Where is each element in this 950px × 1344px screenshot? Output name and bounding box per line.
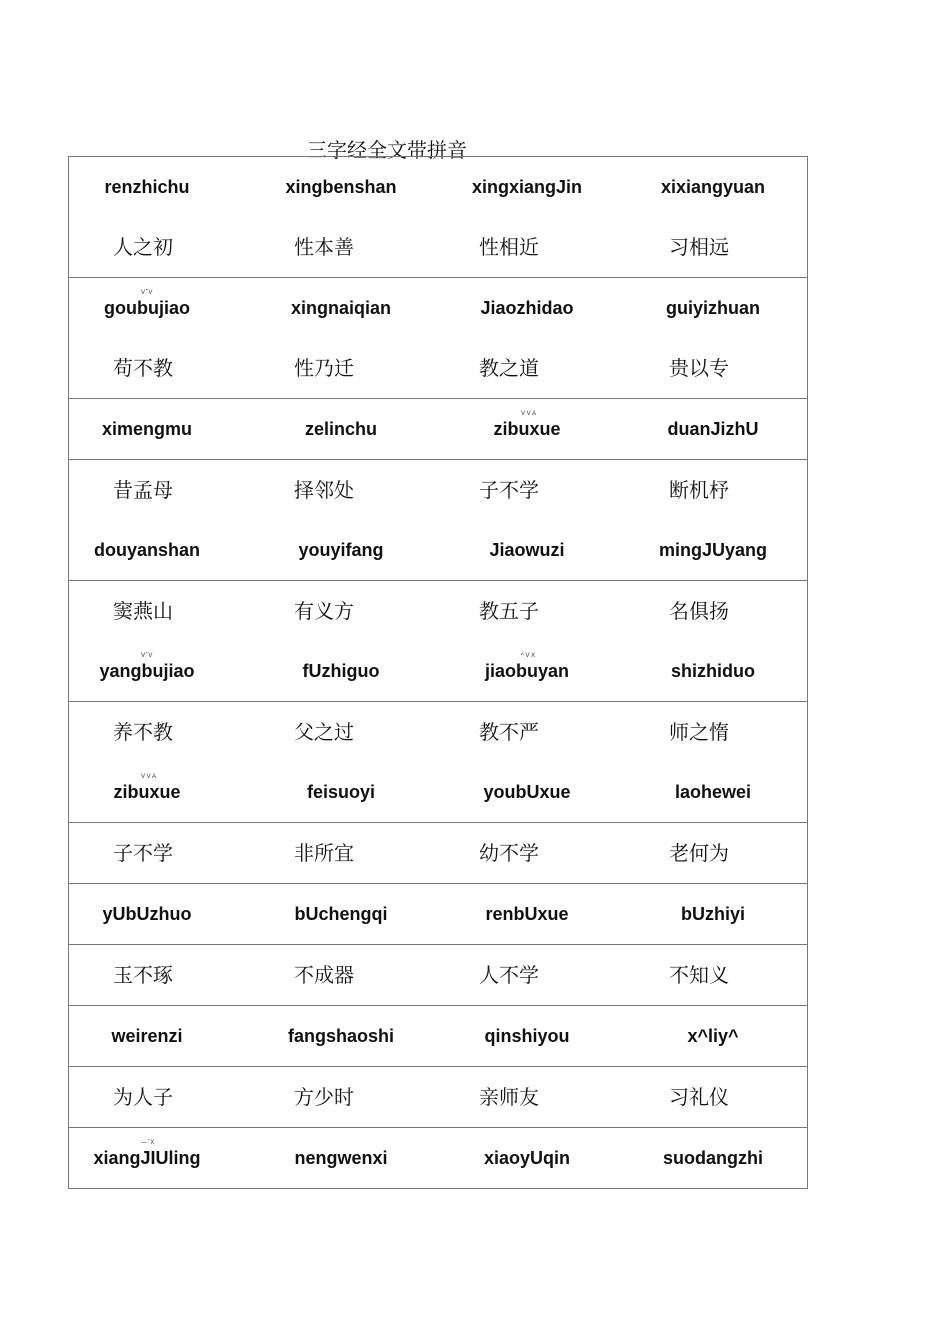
pinyin-cell: Jiaozhidao [480,298,574,318]
pinyin-table [68,156,808,1189]
table-block [69,460,807,581]
hanzi-row [69,702,807,762]
tone-mark: V V A [141,774,157,780]
tone-mark: V V A [521,411,537,417]
pinyin-cell: xingxiangJin [471,177,583,197]
hanzi-cell: 教不严 [479,720,539,744]
hanzi-cell: 养不教 [113,720,173,744]
pinyin-row [69,520,807,580]
pinyin-cell: goubujiao [104,298,190,318]
hanzi-cell: 性相近 [479,235,539,259]
pinyin-cell: yUbUzhuo [102,904,192,924]
pinyin-cell: douyanshan [93,540,200,560]
pinyin-row [69,157,807,217]
pinyin-row [69,278,807,338]
pinyin-cell: x^liy^ [687,1026,739,1046]
hanzi-cell: 习礼仪 [669,1085,729,1109]
table-block [69,945,807,1006]
pinyin-cell: zibuxue [113,782,181,802]
hanzi-cell: 父之过 [294,720,354,744]
pinyin-cell: nengwenxi [294,1148,388,1168]
pinyin-cell: guiyizhuan [666,298,760,318]
pinyin-cell: suodangzhi [663,1148,763,1168]
hanzi-row [69,217,807,277]
table-block [69,702,807,823]
pinyin-cell: youbUxue [483,782,571,802]
table-block [69,1006,807,1067]
table-block [69,278,807,399]
hanzi-cell: 昔孟母 [113,478,173,502]
pinyin-cell: zelinchu [304,419,377,439]
pinyin-cell: qinshiyou [484,1026,570,1046]
table-block [69,884,807,945]
hanzi-cell: 亲师友 [479,1085,539,1109]
page-title: 三字经全文带拼音 [307,138,467,162]
pinyin-cell: Jiaowuzi [489,540,565,560]
table-block [69,157,807,278]
hanzi-cell: 老何为 [669,841,729,865]
pinyin-cell: feisuoyi [306,782,376,802]
pinyin-row [69,762,807,822]
pinyin-cell: ximengmu [101,419,193,439]
pinyin-cell: zibuxue [493,419,561,439]
pinyin-cell: fangshaoshi [287,1026,394,1046]
pinyin-cell: xingnaiqian [290,298,391,318]
hanzi-cell: 教之道 [479,356,539,380]
pinyin-cell: xiaoyUqin [483,1148,571,1168]
pinyin-cell: duanJizhU [667,419,759,439]
hanzi-cell: 为人子 [113,1085,173,1109]
hanzi-cell: 人不学 [479,963,539,987]
pinyin-row [69,399,807,459]
pinyin-row [69,1006,807,1066]
hanzi-cell: 有义方 [294,599,354,623]
hanzi-row [69,945,807,1005]
hanzi-row [69,581,807,641]
hanzi-cell: 苟不教 [113,356,173,380]
pinyin-row [69,641,807,701]
hanzi-cell: 习相远 [669,235,729,259]
pinyin-cell: xingbenshan [285,177,397,197]
hanzi-cell: 名俱扬 [669,599,729,623]
hanzi-cell: 子不学 [113,841,173,865]
pinyin-cell: bUchengqi [294,904,388,924]
hanzi-cell: 不知义 [669,963,729,987]
hanzi-cell: 教五子 [479,599,539,623]
pinyin-cell: youyifang [298,540,384,560]
table-block [69,1128,807,1189]
pinyin-row [69,1128,807,1188]
hanzi-row [69,460,807,520]
hanzi-cell: 方少时 [294,1085,354,1109]
pinyin-cell: xiangJIUling [93,1148,201,1168]
hanzi-cell: 性乃迁 [294,356,354,380]
hanzi-cell: 子不学 [479,478,539,502]
hanzi-cell: 不成器 [294,963,354,987]
table-block [69,399,807,460]
hanzi-cell: 择邻处 [294,478,354,502]
hanzi-row [69,338,807,398]
pinyin-cell: weirenzi [111,1026,183,1046]
pinyin-cell: fUzhiguo [302,661,380,681]
tone-mark: ^ V X [521,653,536,659]
hanzi-cell: 断机杼 [669,478,729,502]
hanzi-cell: 师之惰 [669,720,729,744]
hanzi-cell: 贵以专 [669,356,729,380]
table-block [69,1067,807,1128]
hanzi-cell: 幼不学 [479,841,539,865]
pinyin-cell: renbUxue [485,904,569,924]
pinyin-cell: mingJUyang [658,540,768,560]
pinyin-cell: shizhiduo [671,661,755,681]
hanzi-row [69,823,807,883]
hanzi-cell: 窦燕山 [113,599,173,623]
pinyin-cell: xixiangyuan [660,177,766,197]
tone-mark: V ̂ V [141,653,153,659]
pinyin-cell: laohewei [674,782,752,802]
hanzi-cell: 非所宜 [294,841,354,865]
tone-mark: — ̂ X [141,1140,155,1146]
hanzi-cell: 性本善 [294,235,354,259]
pinyin-cell: yangbujiao [99,661,195,681]
tone-mark: V ̂̂ V [141,290,153,296]
pinyin-cell: jiaobuyan [484,661,569,681]
pinyin-cell: renzhichu [104,177,190,197]
hanzi-cell: 人之初 [113,235,173,259]
pinyin-cell: bUzhiyi [680,904,745,924]
table-block [69,823,807,884]
pinyin-row [69,884,807,944]
hanzi-row [69,1067,807,1127]
hanzi-cell: 玉不琢 [113,963,173,987]
table-block [69,581,807,702]
